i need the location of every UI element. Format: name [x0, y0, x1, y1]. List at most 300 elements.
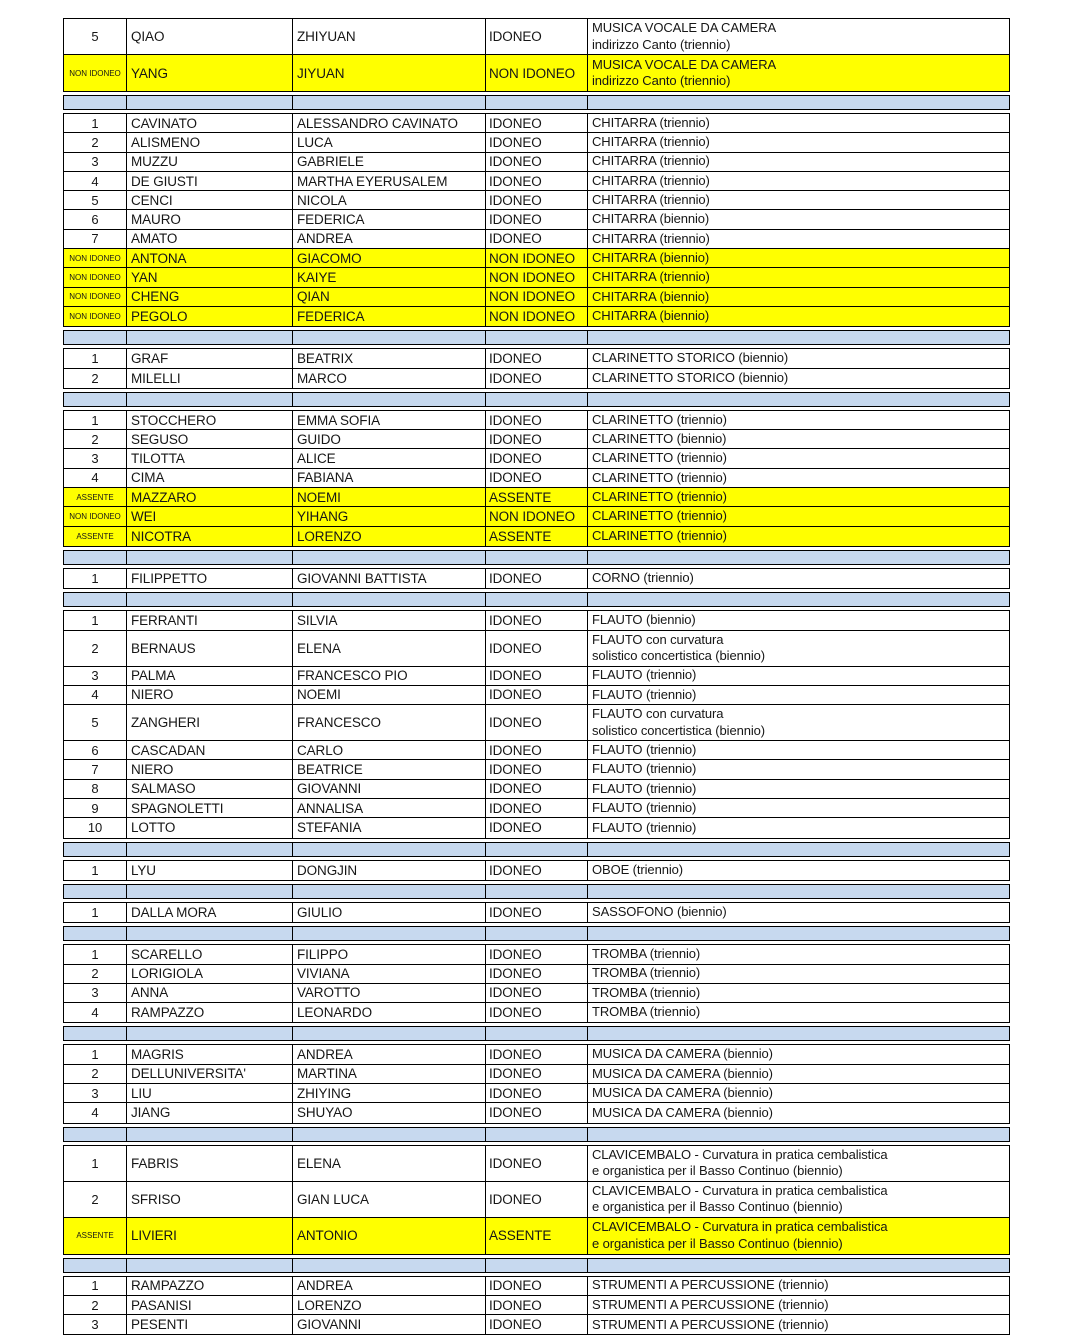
separator-surname-cell: [127, 331, 293, 344]
first-name-cell: ANTONIO: [293, 1218, 486, 1254]
surname-cell: DE GIUSTI: [127, 172, 293, 190]
candidate-row: [64, 686, 1009, 705]
surname-cell: ZANGHERI: [127, 705, 293, 740]
instrument-section: [63, 1276, 1010, 1336]
course-cell: [588, 411, 1009, 429]
separator-surname-cell: [127, 551, 293, 564]
surname-cell: MILELLI: [127, 369, 293, 388]
first-name-cell: ANNALISA: [293, 799, 486, 817]
surname-cell: YANG: [127, 55, 293, 91]
position-cell: 2: [64, 430, 127, 448]
first-name-cell: MARCO: [293, 369, 486, 388]
first-name-cell: STEFANIA: [293, 818, 486, 837]
candidate-row-highlighted: [64, 288, 1009, 307]
surname-cell: STOCCHERO: [127, 411, 293, 429]
first-name-cell: ZHIYING: [293, 1084, 486, 1102]
instrument-section: [63, 860, 1010, 881]
surname-cell: MAZZARO: [127, 488, 293, 506]
position-cell: 4: [64, 1103, 127, 1122]
separator-result-cell: [486, 1259, 588, 1272]
course-line: CHITARRA (triennio): [592, 172, 710, 188]
course-cell: [588, 449, 1009, 467]
surname-cell: LORIGIOLA: [127, 965, 293, 983]
course-line: FLAUTO (triennio): [592, 686, 697, 702]
candidate-row: [64, 780, 1009, 799]
first-name-cell: GIOVANNI: [293, 1315, 486, 1334]
course-line: FLAUTO (biennio): [592, 612, 696, 628]
position-cell: 1: [64, 411, 127, 429]
separator-position-cell: [64, 551, 127, 564]
course-cell: [588, 780, 1009, 798]
surname-cell: FERRANTI: [127, 611, 293, 629]
surname-cell: DELLUNIVERSITA': [127, 1065, 293, 1083]
surname-cell: CASCADAN: [127, 741, 293, 759]
candidate-row: [64, 799, 1009, 818]
surname-cell: YAN: [127, 268, 293, 286]
course-cell: [588, 1277, 1009, 1295]
instrument-section: [63, 568, 1010, 589]
surname-cell: SALMASO: [127, 780, 293, 798]
surname-cell: PALMA: [127, 667, 293, 685]
separator-course-cell: [588, 1027, 1009, 1040]
surname-cell: CIMA: [127, 469, 293, 487]
result-cell: IDONEO: [486, 1003, 588, 1022]
position-cell: 3: [64, 1084, 127, 1102]
instrument-section: [63, 348, 1010, 389]
separator-first-name-cell: [293, 927, 486, 940]
surname-cell: ANNA: [127, 984, 293, 1002]
instrument-section: [63, 902, 1010, 923]
first-name-cell: GIACOMO: [293, 249, 486, 267]
candidate-row-highlighted: [64, 307, 1009, 326]
result-cell: IDONEO: [486, 1146, 588, 1181]
separator-first-name-cell: [293, 331, 486, 344]
course-line: TROMBA (triennio): [592, 965, 701, 981]
result-cell: IDONEO: [486, 449, 588, 467]
result-cell: NON IDONEO: [486, 307, 588, 326]
surname-cell: DALLA MORA: [127, 903, 293, 922]
course-line: CLAVICEMBALO - Curvatura in pratica cembalistica: [592, 1146, 888, 1162]
position-cell: 3: [64, 449, 127, 467]
result-cell: IDONEO: [486, 349, 588, 367]
course-cell: [588, 172, 1009, 190]
course-cell: [588, 191, 1009, 209]
position-cell: 2: [64, 133, 127, 151]
course-line: OBOE (triennio): [592, 862, 683, 877]
result-cell: IDONEO: [486, 799, 588, 817]
result-cell: ASSENTE: [486, 527, 588, 546]
result-cell: IDONEO: [486, 411, 588, 429]
first-name-cell: KAIYE: [293, 268, 486, 286]
candidate-row: [64, 861, 1009, 880]
result-cell: IDONEO: [486, 1296, 588, 1314]
course-cell: [588, 507, 1009, 525]
course-line: indirizzo Canto (triennio): [592, 73, 731, 88]
candidate-row: [64, 449, 1009, 468]
candidate-row: [64, 19, 1009, 55]
position-cell: 5: [64, 191, 127, 209]
course-cell: [588, 1182, 1009, 1217]
result-cell: IDONEO: [486, 760, 588, 778]
separator-surname-cell: [127, 843, 293, 856]
separator-row: [63, 926, 1010, 941]
position-cell: 8: [64, 780, 127, 798]
separator-position-cell: [64, 96, 127, 109]
course-line: CLARINETTO STORICO (biennio): [592, 350, 789, 366]
course-cell: [588, 133, 1009, 151]
result-cell: NON IDONEO: [486, 288, 588, 306]
candidate-row: [64, 984, 1009, 1003]
first-name-cell: DONGJIN: [293, 861, 486, 880]
result-cell: IDONEO: [486, 1277, 588, 1295]
position-cell: 4: [64, 172, 127, 190]
course-line: FLAUTO con curvatura: [592, 706, 724, 722]
surname-cell: SPAGNOLETTI: [127, 799, 293, 817]
candidate-row: [64, 1182, 1009, 1218]
course-line: CLARINETTO (triennio): [592, 411, 727, 427]
course-cell: [588, 631, 1009, 666]
separator-position-cell: [64, 927, 127, 940]
candidate-row-highlighted: [64, 55, 1009, 91]
first-name-cell: FRANCESCO: [293, 705, 486, 740]
surname-cell: CENCI: [127, 191, 293, 209]
separator-course-cell: [588, 96, 1009, 109]
position-cell: 6: [64, 210, 127, 228]
surname-cell: ALISMENO: [127, 133, 293, 151]
separator-row: [63, 1258, 1010, 1273]
course-line: FLAUTO (triennio): [592, 667, 697, 683]
candidate-row-highlighted: [64, 507, 1009, 526]
result-cell: IDONEO: [486, 631, 588, 666]
position-cell: ASSENTE: [64, 527, 127, 546]
result-cell: IDONEO: [486, 611, 588, 629]
candidate-row: [64, 1146, 1009, 1182]
first-name-cell: BEATRIX: [293, 349, 486, 367]
position-cell: 7: [64, 760, 127, 778]
surname-cell: JIANG: [127, 1103, 293, 1122]
candidate-row: [64, 469, 1009, 488]
first-name-cell: FILIPPO: [293, 945, 486, 963]
candidate-row: [64, 369, 1009, 388]
result-cell: IDONEO: [486, 1182, 588, 1217]
first-name-cell: GUIDO: [293, 430, 486, 448]
course-line: CHITARRA (biennio): [592, 288, 710, 304]
position-cell: 3: [64, 984, 127, 1002]
first-name-cell: MARTHA EYERUSALEM: [293, 172, 486, 190]
separator-first-name-cell: [293, 551, 486, 564]
first-name-cell: GIULIO: [293, 903, 486, 922]
position-cell: 2: [64, 965, 127, 983]
surname-cell: CHENG: [127, 288, 293, 306]
result-cell: IDONEO: [486, 1065, 588, 1083]
result-cell: NON IDONEO: [486, 249, 588, 267]
result-cell: ASSENTE: [486, 488, 588, 506]
first-name-cell: GABRIELE: [293, 153, 486, 171]
position-cell: NON IDONEO: [64, 288, 127, 306]
course-cell: [588, 1103, 1009, 1122]
course-line: MUSICA DA CAMERA (biennio): [592, 1046, 773, 1062]
separator-result-cell: [486, 593, 588, 606]
candidate-row-highlighted: [64, 527, 1009, 546]
first-name-cell: ANDREA: [293, 230, 486, 248]
course-line: e organistica per il Basso Continuo (biennio): [592, 1163, 843, 1179]
position-cell: 2: [64, 369, 127, 388]
first-name-cell: VAROTTO: [293, 984, 486, 1002]
course-cell: [588, 1218, 1009, 1254]
position-cell: 3: [64, 667, 127, 685]
course-cell: [588, 1315, 1009, 1334]
course-line: CLARINETTO STORICO (biennio): [592, 369, 789, 385]
course-cell: [588, 230, 1009, 248]
course-cell: [588, 1084, 1009, 1102]
surname-cell: GRAF: [127, 349, 293, 367]
surname-cell: TILOTTA: [127, 449, 293, 467]
separator-surname-cell: [127, 1128, 293, 1141]
course-line: CHITARRA (biennio): [592, 308, 710, 324]
position-cell: 1: [64, 1277, 127, 1295]
surname-cell: SFRISO: [127, 1182, 293, 1217]
result-cell: IDONEO: [486, 430, 588, 448]
course-line: CHITARRA (triennio): [592, 153, 710, 169]
surname-cell: FABRIS: [127, 1146, 293, 1181]
separator-surname-cell: [127, 1027, 293, 1040]
course-line: FLAUTO (triennio): [592, 819, 697, 835]
first-name-cell: GIOVANNI BATTISTA: [293, 569, 486, 588]
result-cell: IDONEO: [486, 469, 588, 487]
course-cell: [588, 686, 1009, 704]
separator-result-cell: [486, 1027, 588, 1040]
separator-course-cell: [588, 1259, 1009, 1272]
course-cell: [588, 1045, 1009, 1063]
surname-cell: SEGUSO: [127, 430, 293, 448]
first-name-cell: LORENZO: [293, 1296, 486, 1314]
position-cell: 5: [64, 705, 127, 740]
instrument-section: [63, 1145, 1010, 1255]
exam-results-table: [63, 18, 1010, 1338]
course-cell: [588, 488, 1009, 506]
course-cell: [588, 1296, 1009, 1314]
separator-surname-cell: [127, 927, 293, 940]
surname-cell: NIERO: [127, 760, 293, 778]
result-cell: IDONEO: [486, 780, 588, 798]
position-cell: 1: [64, 861, 127, 880]
separator-surname-cell: [127, 593, 293, 606]
instrument-section: [63, 1044, 1010, 1123]
position-cell: 1: [64, 569, 127, 588]
candidate-row: [64, 114, 1009, 133]
result-cell: IDONEO: [486, 230, 588, 248]
course-line: CLARINETTO (triennio): [592, 508, 727, 524]
candidate-row: [64, 191, 1009, 210]
position-cell: 2: [64, 1182, 127, 1217]
course-line: STRUMENTI A PERCUSSIONE (triennio): [592, 1277, 829, 1293]
course-cell: [588, 1065, 1009, 1083]
separator-surname-cell: [127, 885, 293, 898]
separator-first-name-cell: [293, 1128, 486, 1141]
surname-cell: MAURO: [127, 210, 293, 228]
course-cell: [588, 469, 1009, 487]
position-cell: NON IDONEO: [64, 507, 127, 525]
course-line: MUSICA DA CAMERA (biennio): [592, 1065, 773, 1081]
course-line: FLAUTO (triennio): [592, 761, 697, 777]
first-name-cell: BEATRICE: [293, 760, 486, 778]
separator-first-name-cell: [293, 885, 486, 898]
separator-position-cell: [64, 1128, 127, 1141]
course-cell: [588, 569, 1009, 588]
first-name-cell: SHUYAO: [293, 1103, 486, 1122]
candidate-row: [64, 230, 1009, 249]
course-cell: [588, 667, 1009, 685]
course-line: CLARINETTO (triennio): [592, 450, 727, 466]
first-name-cell: NICOLA: [293, 191, 486, 209]
separator-result-cell: [486, 843, 588, 856]
candidate-row: [64, 172, 1009, 191]
result-cell: IDONEO: [486, 861, 588, 880]
course-cell: [588, 19, 1009, 54]
course-cell: [588, 249, 1009, 267]
separator-result-cell: [486, 885, 588, 898]
position-cell: 9: [64, 799, 127, 817]
course-line: MUSICA DA CAMERA (biennio): [592, 1084, 773, 1100]
result-cell: IDONEO: [486, 369, 588, 388]
course-line: STRUMENTI A PERCUSSIONE (triennio): [592, 1316, 829, 1332]
surname-cell: RAMPAZZO: [127, 1277, 293, 1295]
course-line: CHITARRA (triennio): [592, 134, 710, 150]
first-name-cell: LUCA: [293, 133, 486, 151]
course-line: MUSICA DA CAMERA (biennio): [592, 1104, 773, 1120]
surname-cell: LIVIERI: [127, 1218, 293, 1254]
first-name-cell: GIAN LUCA: [293, 1182, 486, 1217]
surname-cell: AMATO: [127, 230, 293, 248]
course-line: CLAVICEMBALO - Curvatura in pratica cembalistica: [592, 1182, 888, 1198]
result-cell: IDONEO: [486, 984, 588, 1002]
course-cell: [588, 369, 1009, 388]
first-name-cell: ANDREA: [293, 1045, 486, 1063]
position-cell: 2: [64, 631, 127, 666]
position-cell: 1: [64, 945, 127, 963]
result-cell: IDONEO: [486, 1315, 588, 1334]
course-cell: [588, 965, 1009, 983]
first-name-cell: MARTINA: [293, 1065, 486, 1083]
first-name-cell: ELENA: [293, 1146, 486, 1181]
first-name-cell: ALESSANDRO CAVINATO: [293, 114, 486, 132]
candidate-row: [64, 818, 1009, 837]
result-cell: IDONEO: [486, 945, 588, 963]
course-line: CHITARRA (triennio): [592, 230, 710, 246]
surname-cell: RAMPAZZO: [127, 1003, 293, 1022]
course-cell: [588, 818, 1009, 837]
candidate-row: [64, 705, 1009, 741]
position-cell: 1: [64, 1146, 127, 1181]
surname-cell: PESENTI: [127, 1315, 293, 1334]
candidate-row: [64, 411, 1009, 430]
course-line: CLARINETTO (triennio): [592, 469, 727, 485]
first-name-cell: NOEMI: [293, 488, 486, 506]
result-cell: IDONEO: [486, 153, 588, 171]
result-cell: IDONEO: [486, 1045, 588, 1063]
separator-first-name-cell: [293, 393, 486, 406]
course-cell: [588, 903, 1009, 922]
separator-position-cell: [64, 393, 127, 406]
course-cell: [588, 705, 1009, 740]
position-cell: 1: [64, 611, 127, 629]
course-line: FLAUTO (triennio): [592, 742, 697, 758]
first-name-cell: ELENA: [293, 631, 486, 666]
candidate-row: [64, 1003, 1009, 1022]
candidate-row: [64, 945, 1009, 964]
result-cell: NON IDONEO: [486, 507, 588, 525]
course-line: CORNO (triennio): [592, 570, 694, 586]
candidate-row: [64, 965, 1009, 984]
course-line: FLAUTO (triennio): [592, 780, 697, 796]
position-cell: 3: [64, 1315, 127, 1334]
position-cell: 4: [64, 686, 127, 704]
result-cell: IDONEO: [486, 172, 588, 190]
instrument-section: [63, 18, 1010, 92]
course-cell: [588, 984, 1009, 1002]
candidate-row-highlighted: [64, 1218, 1009, 1254]
surname-cell: MUZZU: [127, 153, 293, 171]
result-cell: IDONEO: [486, 686, 588, 704]
surname-cell: LOTTO: [127, 818, 293, 837]
course-cell: [588, 527, 1009, 546]
position-cell: ASSENTE: [64, 1218, 127, 1254]
course-cell: [588, 741, 1009, 759]
candidate-row: [64, 569, 1009, 588]
course-cell: [588, 114, 1009, 132]
separator-row: [63, 1127, 1010, 1142]
candidate-row: [64, 667, 1009, 686]
result-cell: IDONEO: [486, 741, 588, 759]
separator-position-cell: [64, 593, 127, 606]
course-line: CLAVICEMBALO - Curvatura in pratica cembalistica: [592, 1219, 888, 1235]
candidate-row: [64, 741, 1009, 760]
course-line: CHITARRA (triennio): [592, 114, 710, 130]
candidate-row-highlighted: [64, 249, 1009, 268]
separator-position-cell: [64, 1027, 127, 1040]
course-cell: [588, 611, 1009, 629]
candidate-row: [64, 611, 1009, 630]
course-line: CHITARRA (triennio): [592, 269, 710, 285]
surname-cell: ANTONA: [127, 249, 293, 267]
separator-course-cell: [588, 393, 1009, 406]
course-line: TROMBA (triennio): [592, 984, 701, 1000]
course-line: FLAUTO con curvatura: [592, 631, 724, 647]
result-cell: ASSENTE: [486, 1218, 588, 1254]
position-cell: 3: [64, 153, 127, 171]
position-cell: NON IDONEO: [64, 55, 127, 91]
course-line: CLARINETTO (triennio): [592, 488, 727, 504]
separator-result-cell: [486, 1128, 588, 1141]
separator-row: [63, 1026, 1010, 1041]
separator-row: [63, 392, 1010, 407]
position-cell: NON IDONEO: [64, 307, 127, 326]
candidate-row-highlighted: [64, 488, 1009, 507]
candidate-row: [64, 133, 1009, 152]
course-line: e organistica per il Basso Continuo (biennio): [592, 1199, 843, 1215]
separator-course-cell: [588, 593, 1009, 606]
separator-position-cell: [64, 885, 127, 898]
course-line: e organistica per il Basso Continuo (biennio): [592, 1235, 843, 1251]
position-cell: 1: [64, 349, 127, 367]
surname-cell: MAGRIS: [127, 1045, 293, 1063]
first-name-cell: ALICE: [293, 449, 486, 467]
separator-course-cell: [588, 1128, 1009, 1141]
separator-position-cell: [64, 843, 127, 856]
first-name-cell: JIYUAN: [293, 55, 486, 91]
separator-course-cell: [588, 885, 1009, 898]
separator-first-name-cell: [293, 1027, 486, 1040]
